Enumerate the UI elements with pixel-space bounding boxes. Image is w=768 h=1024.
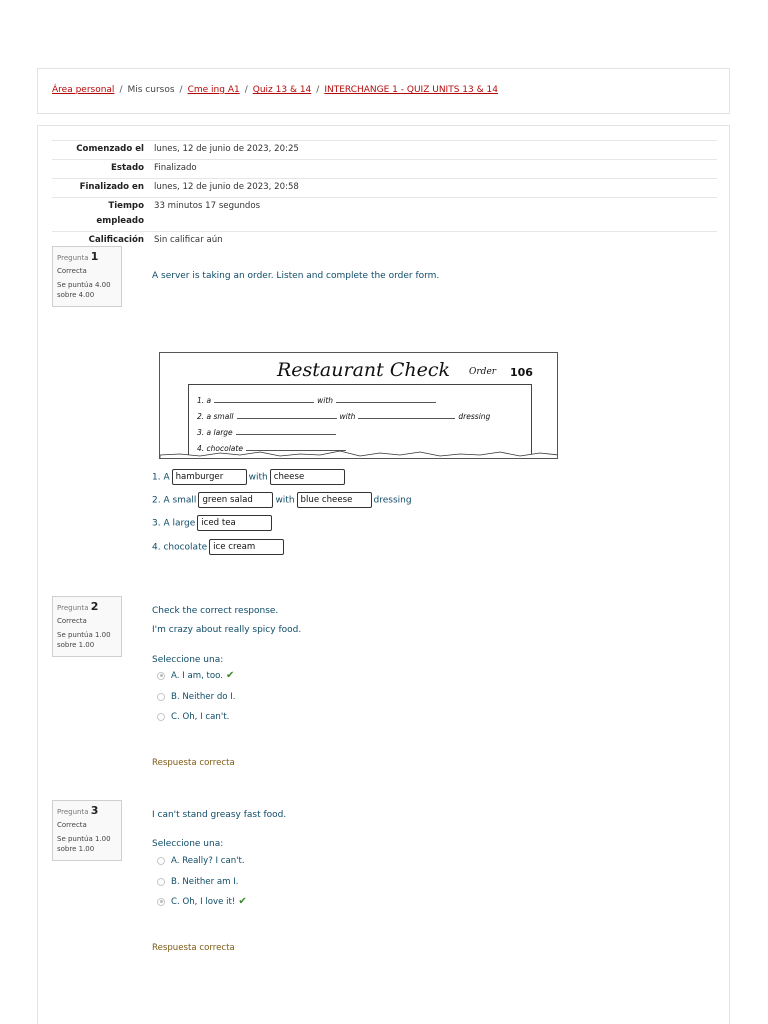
blank-line [237, 411, 337, 419]
state-value: Finalizado [149, 160, 717, 179]
radio-button[interactable] [157, 693, 165, 701]
question-grade: Se puntúa 1.00 sobre 1.00 [57, 835, 111, 853]
question-2-text: I'm crazy about really spicy food. [152, 625, 302, 635]
q2-option-b[interactable] [157, 691, 236, 703]
summary-row-grade [52, 232, 717, 251]
question-1-text: A server is taking an order. Listen and complete the order form. [152, 271, 440, 281]
answer-row-text: 2. A small [152, 495, 197, 506]
breadcrumb-container [37, 68, 730, 114]
question-number-value: 2 [90, 600, 99, 613]
answer-row-text: with [248, 472, 268, 483]
breadcrumb-separator: / [244, 85, 248, 95]
q3-feedback: Respuesta correcta [152, 943, 235, 953]
question-number [57, 252, 117, 263]
check-line-text: 2. a small [197, 412, 234, 421]
summary-row-time [52, 198, 717, 232]
question-3-info [52, 800, 122, 861]
answer-row-1 [152, 469, 347, 485]
breadcrumb-home-link[interactable]: Área personal [52, 85, 115, 95]
breadcrumb-separator: / [316, 85, 320, 95]
breadcrumb-quiz-link[interactable]: INTERCHANGE 1 - QUIZ UNITS 13 & 14 [324, 85, 498, 95]
answer-input-2b[interactable]: blue cheese [297, 492, 372, 508]
question-number [57, 602, 117, 613]
check-title: Restaurant Check [277, 359, 450, 381]
question-label: Pregunta [57, 604, 89, 612]
grade-value: Sin calificar aún [149, 232, 717, 251]
grade-label: Calificación [52, 232, 149, 251]
option-label: B. Neither do I. [171, 692, 236, 702]
option-label: B. Neither am I. [171, 877, 239, 887]
q3-option-a[interactable] [157, 855, 245, 867]
torn-edge [160, 449, 558, 459]
finished-label: Finalizado en [52, 179, 149, 198]
question-state: Correcta [57, 267, 87, 275]
question-grade: Se puntúa 4.00 sobre 4.00 [57, 281, 111, 299]
time-label [52, 198, 149, 232]
select-prompt: Seleccione una: [152, 655, 224, 665]
answer-input-1b[interactable]: cheese [270, 469, 345, 485]
question-3-text: I can't stand greasy fast food. [152, 810, 287, 820]
restaurant-check-image [159, 352, 558, 459]
answer-row-text: 4. chocolate [152, 542, 208, 553]
check-form [188, 384, 532, 459]
check-order-label: Order [469, 367, 497, 377]
check-icon: ✔ [226, 670, 235, 681]
quiz-review-container [37, 125, 730, 1024]
option-label: A. Really? I can't. [171, 856, 245, 866]
radio-button[interactable] [157, 672, 165, 680]
question-2-info [52, 596, 122, 657]
question-state: Correcta [57, 821, 87, 829]
radio-button[interactable] [157, 878, 165, 886]
state-label: Estado [52, 160, 149, 179]
answer-row-text: dressing [373, 495, 412, 506]
radio-button[interactable] [157, 898, 165, 906]
radio-button[interactable] [157, 857, 165, 865]
check-line-text: 3. a large [197, 428, 233, 437]
question-number [57, 806, 117, 817]
check-icon: ✔ [238, 896, 247, 907]
q2-option-a[interactable] [157, 670, 234, 682]
finished-value: lunes, 12 de junio de 2023, 20:58 [149, 179, 717, 198]
select-prompt: Seleccione una: [152, 839, 224, 849]
q3-option-c[interactable] [157, 896, 247, 908]
breadcrumb-section-link[interactable]: Quiz 13 & 14 [252, 85, 312, 95]
q2-option-c[interactable] [157, 711, 229, 723]
question-state: Correcta [57, 617, 87, 625]
answer-input-2a[interactable]: green salad [198, 492, 273, 508]
breadcrumb-separator: / [119, 85, 123, 95]
breadcrumb [52, 85, 498, 95]
check-line-1 [197, 395, 439, 405]
check-line-text: with [339, 412, 356, 421]
check-line-3 [197, 427, 339, 437]
q3-option-b[interactable] [157, 876, 238, 888]
started-label: Comenzado el [52, 141, 149, 160]
question-label: Pregunta [57, 254, 89, 262]
blank-line [358, 411, 455, 419]
time-label-line2: empleado [96, 216, 144, 226]
check-line-text: 4. chocolate [197, 444, 243, 453]
radio-button[interactable] [157, 713, 165, 721]
answer-row-2 [152, 492, 412, 508]
option-label: C. Oh, I can't. [171, 712, 230, 722]
summary-row-started [52, 141, 717, 160]
question-grade: Se puntúa 1.00 sobre 1.00 [57, 631, 111, 649]
option-label: C. Oh, I love it! [171, 897, 236, 907]
summary-row-state [52, 160, 717, 179]
question-number-value: 3 [90, 804, 99, 817]
check-order-number: 106 [510, 366, 533, 379]
check-line-text: dressing [458, 412, 491, 421]
check-line-text: 1. a [197, 396, 212, 405]
breadcrumb-my-courses: Mis cursos [127, 85, 175, 95]
answer-input-3[interactable]: iced tea [197, 515, 272, 531]
answer-input-1a[interactable]: hamburger [172, 469, 247, 485]
q2-feedback: Respuesta correcta [152, 758, 235, 768]
time-label-line1: Tiempo [108, 201, 144, 211]
answer-input-4[interactable]: ice cream [209, 539, 284, 555]
check-line-2 [197, 411, 490, 421]
summary-row-finished [52, 179, 717, 198]
answer-row-text: with [275, 495, 295, 506]
blank-line [236, 427, 336, 435]
started-value: lunes, 12 de junio de 2023, 20:25 [149, 141, 717, 160]
question-number-value: 1 [90, 250, 99, 263]
answer-row-3 [152, 515, 274, 531]
option-label: A. I am, too. [171, 671, 224, 681]
answer-row-4 [152, 539, 286, 555]
blank-line [214, 395, 314, 403]
attempt-summary-table [52, 140, 717, 250]
answer-row-text: 1. A [152, 472, 170, 483]
time-value: 33 minutos 17 segundos [149, 198, 717, 232]
breadcrumb-course-link[interactable]: Cme ing A1 [187, 85, 240, 95]
question-label: Pregunta [57, 808, 89, 816]
question-2-instruction: Check the correct response. [152, 606, 279, 616]
answer-row-text: 3. A large [152, 518, 196, 529]
question-1-info [52, 246, 122, 307]
breadcrumb-separator: / [179, 85, 183, 95]
check-line-text: with [317, 396, 334, 405]
blank-line [336, 395, 436, 403]
